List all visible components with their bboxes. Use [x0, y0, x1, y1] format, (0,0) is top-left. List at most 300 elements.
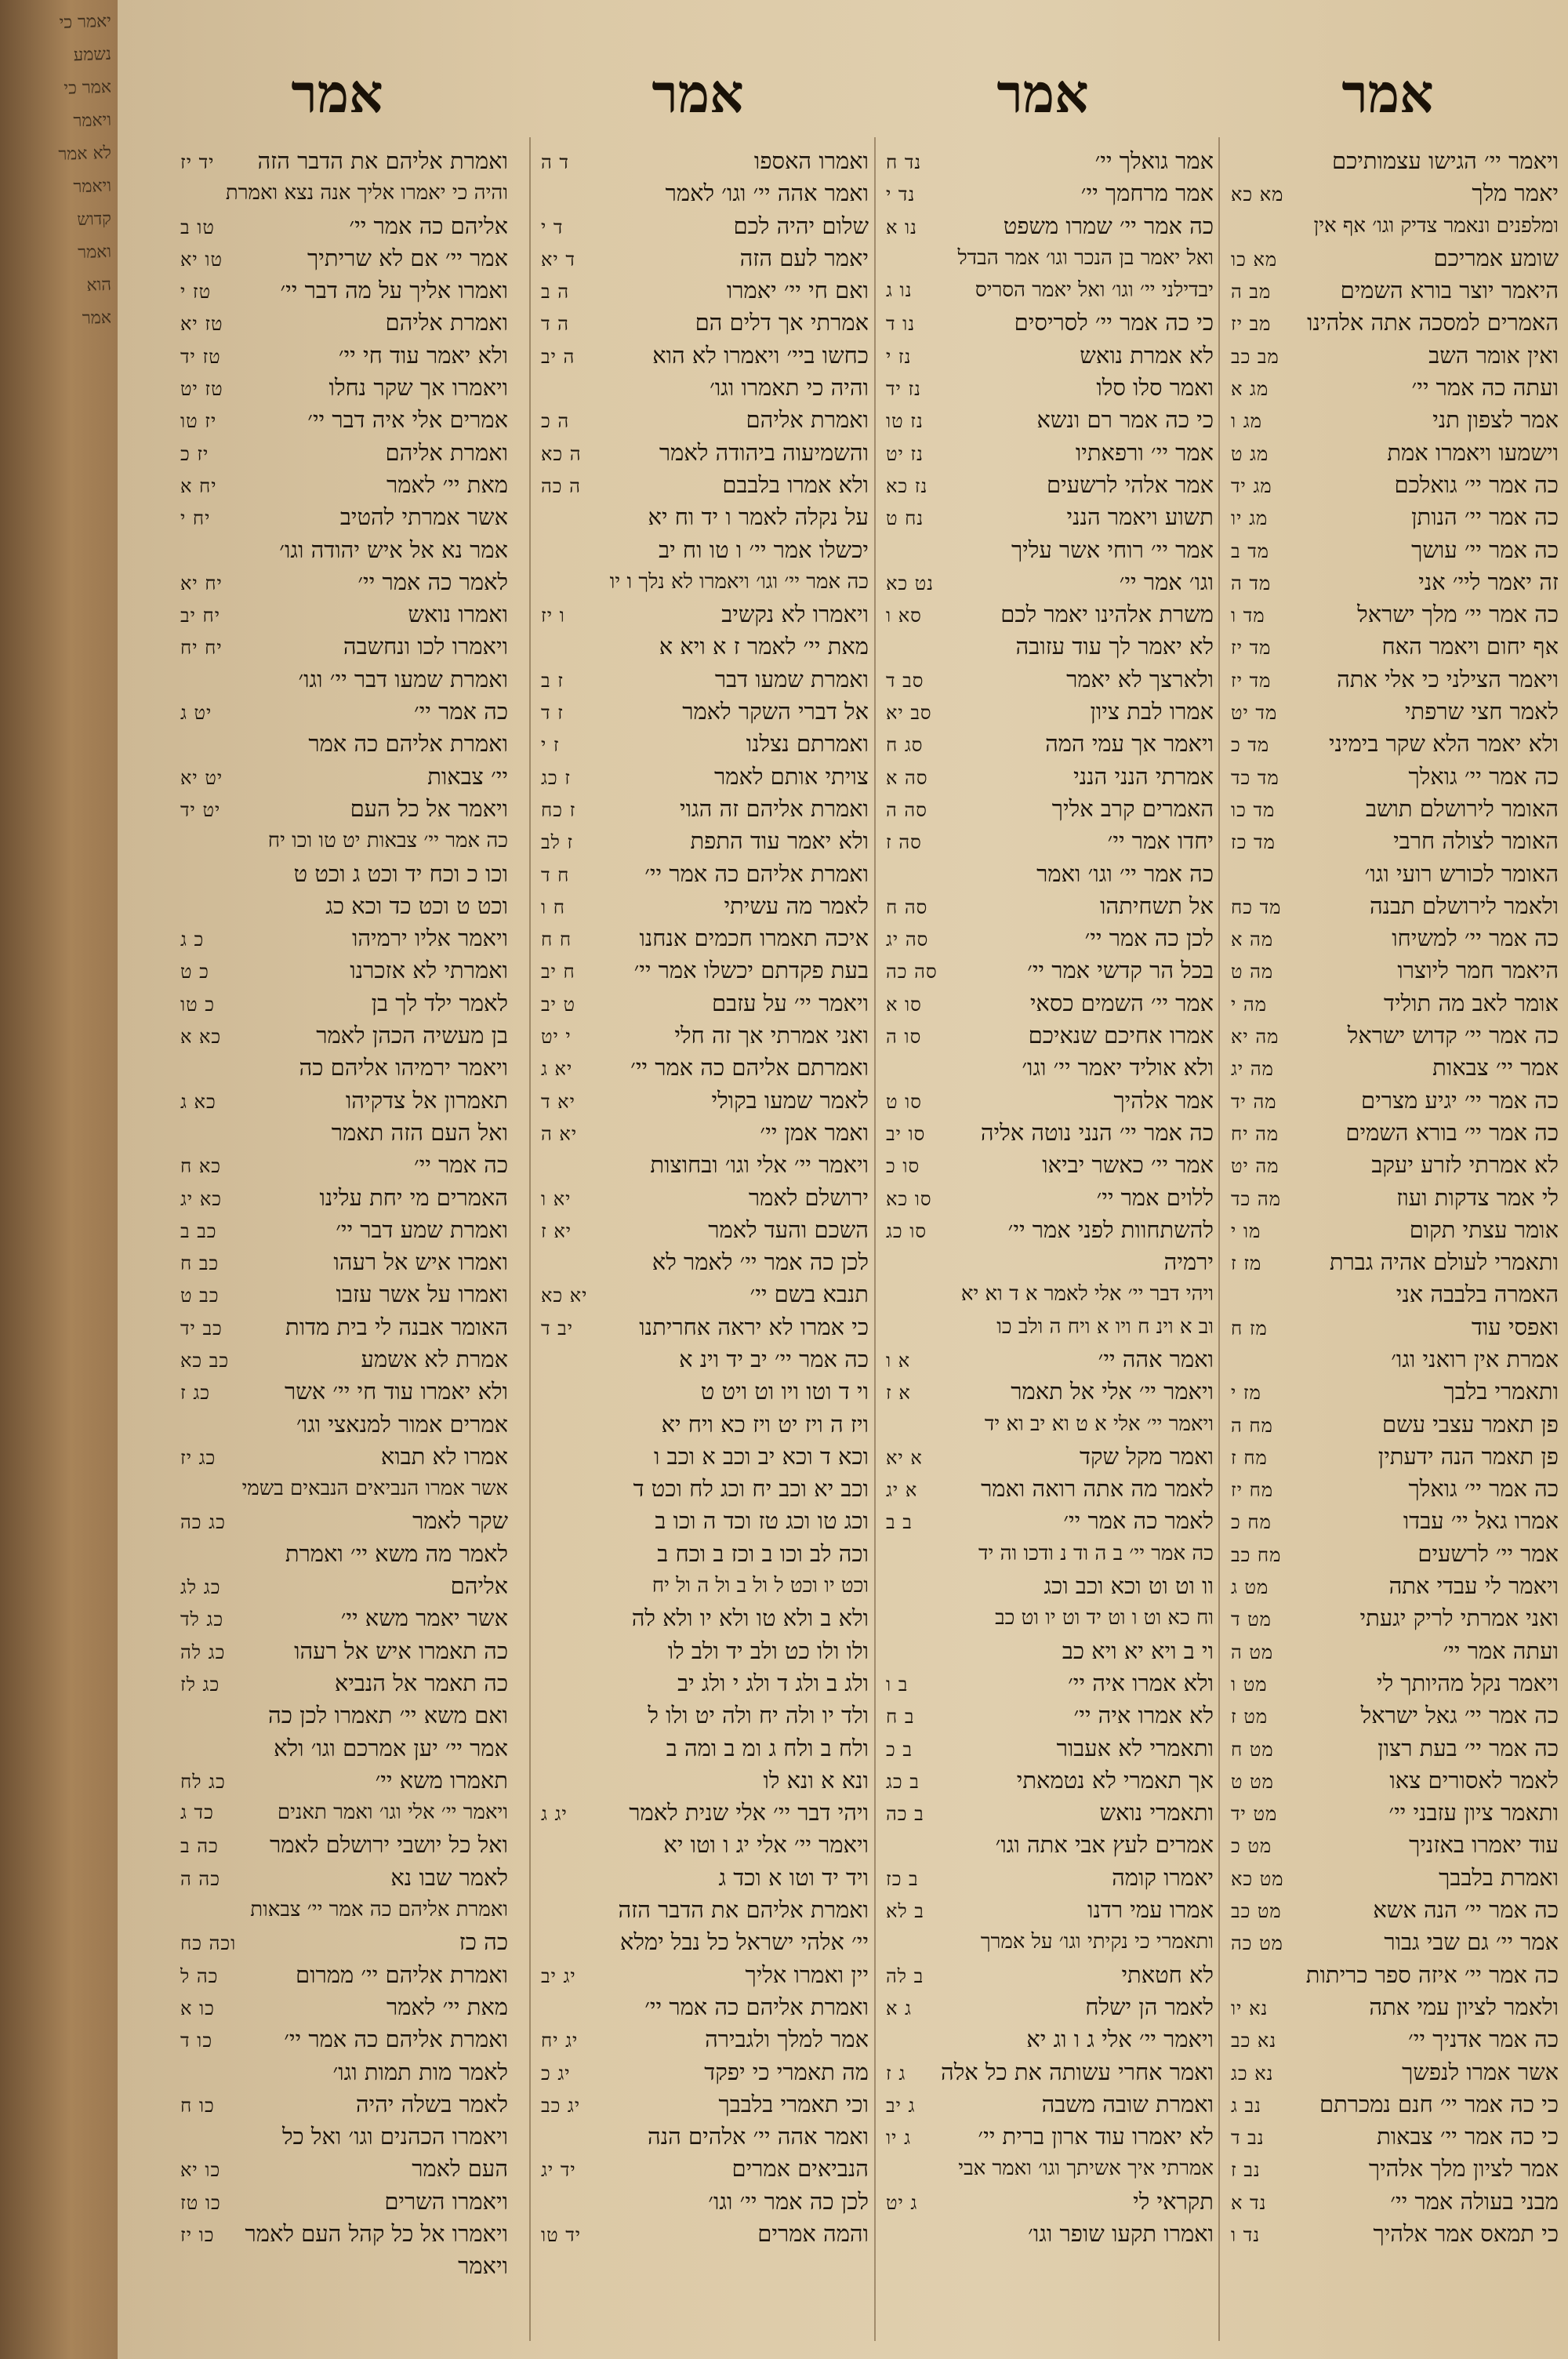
entry-text: ואני אמרתי אך זה חלי — [674, 1022, 869, 1049]
entry-reference: מה יג — [1231, 1058, 1274, 1081]
entry-reference: נד ח — [886, 151, 922, 173]
entry-text: ויאמר יי׳ על עזבם — [712, 989, 869, 1016]
concordance-entry — [180, 1182, 508, 1214]
entry-reference: מב כב — [1231, 345, 1279, 368]
entry-reference: מד יז — [1231, 637, 1272, 660]
concordance-entry — [1231, 1473, 1559, 1505]
entry-text: ומלפנים ונאמר צדיק וגו׳ אף אין — [1313, 213, 1559, 238]
margin-fragment: ויאמר — [73, 176, 112, 198]
entry-text: ולא יאמר עוד התפת — [690, 827, 869, 855]
entry-reference: מה יט — [1231, 1155, 1279, 1178]
entry-text: כה אמר יי׳ גואלך — [1408, 762, 1559, 790]
entry-text: כה אמר יי׳ איזה ספר כריתות — [1305, 1961, 1559, 1988]
concordance-entry — [886, 2153, 1214, 2185]
concordance-entry — [180, 2186, 508, 2218]
concordance-entry — [180, 922, 508, 954]
concordance-entry — [1231, 1570, 1559, 1602]
concordance-entry — [541, 793, 869, 825]
entry-reference: נו ד — [886, 313, 916, 336]
entry-text: בן מעשיה הכהן לאמר — [316, 1022, 508, 1049]
concordance-entry — [1231, 1311, 1559, 1343]
entry-text: ואמרו אליך על מה דבר יי׳ — [280, 277, 508, 304]
concordance-entry — [180, 793, 508, 825]
entry-text: לכן כה אמר יי׳ — [1084, 925, 1214, 952]
entry-text: צויתי אותם לאמר — [714, 762, 869, 790]
entry-text: לכן כה אמר יי׳ וגו׳ — [708, 2187, 869, 2215]
concordance-entry — [886, 1991, 1214, 2023]
entry-text: אומר לאב מה תוליד — [1384, 989, 1559, 1016]
entry-text: אמר נא אל איש יהודה וגו׳ — [279, 536, 508, 563]
entry-reference: סו ט — [886, 1090, 922, 1113]
entry-reference: ה יב — [541, 345, 575, 368]
concordance-entry — [180, 210, 508, 242]
concordance-entry — [180, 2056, 508, 2088]
entry-reference: נד ו — [1231, 2224, 1261, 2246]
concordance-entry — [180, 1797, 508, 1829]
concordance-entry — [886, 890, 1214, 922]
concordance-entry — [886, 1117, 1214, 1149]
concordance-entry — [541, 598, 869, 631]
concordance-entry — [1231, 1862, 1559, 1894]
entry-text: האומר לצולה חרבי — [1393, 827, 1559, 855]
entry-text: תשוע ויאמר הנני — [1066, 503, 1214, 531]
entry-text: ואמרת שובה משבה — [1041, 2090, 1214, 2117]
entry-text: האמרים מי יחת עלינו — [319, 1183, 508, 1211]
entry-text: כה אמר יי׳ קדוש ישראל — [1347, 1022, 1559, 1049]
entry-text: ויאמר יי׳ אלי יג ו וטו יא — [663, 1831, 869, 1859]
concordance-entry — [180, 307, 508, 339]
entry-reference: ג יב — [886, 2094, 916, 2117]
entry-reference: כ ט — [180, 961, 209, 983]
entry-reference: כו ד — [180, 2030, 213, 2052]
concordance-entry — [541, 210, 869, 242]
entry-text: והיה כי יאמרו אליך אנה נצא ואמרת — [225, 181, 508, 205]
entry-text: ולא ב ולא טו ולא יו ולא לה — [631, 1605, 869, 1632]
concordance-entry — [886, 1765, 1214, 1797]
concordance-entry — [180, 2088, 508, 2121]
entry-text: ויאמר הצילני כי אלי אתה — [1337, 665, 1559, 692]
entry-reference: ב לה — [886, 1965, 924, 1987]
concordance-entry — [886, 1926, 1214, 1958]
entry-reference: מג ט — [1231, 442, 1269, 465]
entry-text: וגו׳ אמר יי׳ — [1119, 568, 1214, 595]
entry-reference: נח ט — [886, 507, 924, 530]
entry-text: אמרתי הנני הנני — [1073, 762, 1214, 790]
entry-text: שקר לאמר — [412, 1507, 508, 1535]
entry-text: ואמר אחרי עשותה את כל אלה — [941, 2058, 1214, 2085]
entry-text: כה אמר יי׳ — [413, 698, 508, 725]
concordance-entry — [1231, 1149, 1559, 1181]
concordance-entry — [886, 1797, 1214, 1829]
entry-reference: יד טו — [541, 2224, 582, 2246]
concordance-entry — [541, 2153, 869, 2185]
entry-text: כחשו ביי׳ ויאמרו לא הוא — [652, 341, 869, 369]
concordance-entry — [180, 437, 508, 469]
concordance-entry — [541, 566, 869, 598]
concordance-entry — [886, 1667, 1214, 1699]
entry-reference: סו כג — [886, 1219, 927, 1242]
entry-text: כי אמרו לא יראה אחריתנו — [639, 1313, 869, 1340]
entry-reference: ה כ — [541, 410, 570, 433]
concordance-entry — [541, 825, 869, 857]
entry-reference: מט ה — [1231, 1641, 1274, 1663]
entry-reference: טז י — [180, 281, 212, 304]
entry-text: ותאמרי כי נקיתי וגו׳ על אמרך — [980, 1930, 1214, 1954]
concordance-entry — [1231, 1020, 1559, 1052]
entry-text: ויאמרו אל כל קהל העם לאמר — [245, 2220, 508, 2247]
entry-reference: ח ד — [541, 863, 570, 886]
entry-text: תנבא בשם יי׳ — [750, 1281, 869, 1308]
entry-text: וכא ד וכא יב וכב א וכב ו — [653, 1442, 869, 1470]
entry-reference: כה ה — [180, 1867, 220, 1890]
concordance-entry — [180, 177, 508, 209]
concordance-entry — [180, 1376, 508, 1408]
concordance-entry — [180, 1311, 508, 1343]
entry-text: והיה כי תאמרו וגו׳ — [710, 374, 869, 402]
entry-reference: מט כ — [1231, 1835, 1272, 1858]
entry-text: ויהי דבר יי׳ אלי לאמר א ד וא יא — [960, 1282, 1214, 1307]
column-header-4: אמר — [291, 63, 383, 125]
concordance-entry — [1231, 1991, 1559, 2023]
concordance-entry — [541, 2218, 869, 2250]
concordance-entry — [541, 1959, 869, 1991]
entry-text: אשר אמרתי להטיב — [339, 503, 508, 531]
concordance-entry — [1231, 1538, 1559, 1570]
entry-text: ואמרתם אליהם כה אמר יי׳ — [630, 1054, 869, 1081]
concordance-entry — [1231, 1182, 1559, 1214]
concordance-entry — [1231, 1667, 1559, 1699]
entry-reference: יג כ — [541, 2062, 571, 2085]
entry-text: ירושלם לאמר — [748, 1183, 869, 1211]
concordance-entry — [541, 274, 869, 307]
concordance-entry — [886, 2218, 1214, 2250]
concordance-entry — [541, 1765, 869, 1797]
entry-text: לאמר מה עשיתי — [724, 892, 869, 919]
entry-text: האומר לירושלם תושב — [1365, 794, 1559, 822]
entry-text: כה אמר יי׳ — [413, 1151, 508, 1179]
concordance-entry — [1231, 501, 1559, 533]
entry-text: אמרת אין רואני וגו׳ — [1391, 1345, 1559, 1372]
concordance-entry — [886, 987, 1214, 1020]
concordance-entry — [886, 145, 1214, 177]
entry-text: האומר לכורש רועי וגו׳ — [1364, 860, 1559, 887]
entry-reference: נז טו — [886, 410, 924, 433]
entry-reference: יז כ — [180, 442, 209, 465]
entry-reference: יח יח — [180, 637, 223, 660]
concordance-entry — [180, 1959, 508, 1991]
entry-text: ואמרו נואש — [408, 601, 508, 628]
entry-text: ויאמר נקל מהיותך לי — [1376, 1669, 1559, 1696]
entry-text: ואל יאמר בן הנכר וגו׳ אמר הבדל — [957, 245, 1214, 270]
concordance-entry — [180, 2250, 508, 2282]
entry-text: לא יאמרו עוד ארון ברית יי׳ — [978, 2123, 1214, 2150]
entry-text: וכג טו וכג טז וכד ה וכו ב — [655, 1507, 869, 1535]
entry-text: אמרו לבת ציון — [1090, 698, 1214, 725]
entry-text: יאמרו קומה — [1112, 1863, 1214, 1891]
entry-text: בעת פקדתם יכשלו אמר יי׳ — [633, 957, 869, 984]
entry-reference: ב כ — [886, 1738, 913, 1761]
entry-text: אמרתי אך דלים הם — [695, 309, 869, 336]
entry-reference: כא ח — [180, 1155, 221, 1178]
entry-reference: כו ח — [180, 2094, 215, 2117]
entry-reference: מה יא — [1231, 1026, 1279, 1049]
entry-reference: נב ד — [1231, 2127, 1265, 2150]
concordance-entry — [886, 1343, 1214, 1376]
entry-text: אמרים אמור למנאצי וגו׳ — [296, 1410, 508, 1438]
concordance-entry — [180, 242, 508, 274]
concordance-entry — [1231, 1376, 1559, 1408]
entry-reference: יח יא — [180, 572, 223, 594]
entry-text: היאמר יוצר בורא השמים — [1340, 277, 1559, 304]
entry-text: ואין אומר השב — [1428, 341, 1559, 369]
concordance-entry — [1231, 1602, 1559, 1634]
concordance-entry — [886, 1505, 1214, 1537]
entry-reference: כג לז — [180, 1673, 220, 1696]
concordance-entry — [541, 761, 869, 793]
entry-text: אמרו לא תבוא — [380, 1442, 508, 1470]
entry-text: אמרו גאל יי׳ עבדו — [1403, 1507, 1559, 1535]
concordance-entry — [1231, 1926, 1559, 1958]
concordance-entry — [541, 2056, 869, 2088]
entry-reference: יט ג — [180, 702, 212, 725]
concordance-entry — [180, 372, 508, 404]
entry-reference: נב ז — [1231, 2159, 1261, 2182]
concordance-entry — [180, 1765, 508, 1797]
concordance-entry — [1231, 1732, 1559, 1765]
concordance-entry — [886, 1441, 1214, 1473]
entry-text: ואמר אהה יי׳ אלהים הנה — [648, 2123, 869, 2150]
entry-text: אמרים לעץ אבי אתה וגו׳ — [995, 1831, 1214, 1859]
entry-text: לאמר הן ישלח — [1085, 1993, 1214, 2020]
entry-reference: מט כב — [1231, 1900, 1282, 1923]
concordance-entry — [541, 1602, 869, 1634]
entry-text: כה אמר יי׳ בעת רצון — [1377, 1734, 1559, 1761]
entry-text: מאת יי׳ לאמר — [386, 1993, 508, 2020]
entry-reference: סה יג — [886, 929, 929, 951]
concordance-entry — [1231, 1441, 1559, 1473]
entry-text: כה אמר יי׳ צבאות יט טו וכו יח — [267, 829, 508, 853]
concordance-entry — [1231, 922, 1559, 954]
entry-reference: מא כו — [1231, 248, 1278, 271]
entry-reference: מה ט — [1231, 961, 1274, 983]
entry-text: זה יאמר ליי׳ אני — [1418, 568, 1559, 595]
entry-text: לא אמרו איה יי׳ — [1073, 1702, 1214, 1729]
concordance-entry — [180, 631, 508, 663]
entry-reference: מג יד — [1231, 474, 1272, 497]
entry-text: העם לאמר — [412, 2155, 508, 2183]
entry-reference: מה י — [1231, 993, 1267, 1016]
entry-reference: ב ב — [886, 1511, 913, 1534]
concordance-entry — [541, 1052, 869, 1084]
entry-text: ויז ה ויז יט ויז כא ויח יא — [661, 1410, 869, 1438]
entry-text: כה אמר יי׳ הנני נוטה אליה — [980, 1118, 1214, 1146]
entry-reference: ב לא — [886, 1900, 924, 1923]
concordance-entry — [1231, 793, 1559, 825]
entry-text: אמרת לא אשמע — [361, 1345, 508, 1372]
concordance-entry — [180, 858, 508, 890]
entry-reference: מד ב — [1231, 540, 1269, 562]
entry-reference: כ טו — [180, 993, 215, 1016]
concordance-entry — [180, 728, 508, 760]
column-header-1: אמר — [1341, 63, 1434, 125]
concordance-entry — [1231, 1117, 1559, 1149]
entry-reference: סה ז — [886, 831, 922, 854]
concordance-entry — [886, 1278, 1214, 1310]
concordance-entry — [541, 1570, 869, 1602]
concordance-entry — [180, 1829, 508, 1861]
concordance-entry — [541, 145, 869, 177]
entry-reference: מג יו — [1231, 507, 1269, 530]
entry-text: וי ב ויא יא ויא כב — [1062, 1637, 1214, 1664]
concordance-entry — [886, 1570, 1214, 1602]
entry-reference: כו טז — [180, 2191, 221, 2214]
entry-text: וכי תאמרי בלבבך — [718, 2090, 869, 2117]
entry-text: ולו ולו כט ולב יד ולב לו — [667, 1637, 869, 1664]
entry-text: ויאמר אליו ירמיהו — [351, 925, 508, 952]
entry-text: ואמרו איש אל רעהו — [333, 1249, 508, 1276]
concordance-entry — [886, 1732, 1214, 1765]
entry-text: ואמרו האספו — [753, 147, 869, 174]
entry-reference: מד כח — [1231, 896, 1282, 918]
entry-reference: סו כ — [886, 1155, 920, 1178]
entry-reference: מט ג — [1231, 1576, 1269, 1599]
concordance-entry — [1231, 1894, 1559, 1926]
margin-fragment: קדוש — [77, 209, 112, 231]
entry-text: אך תאמרי לא נטמאתי — [1016, 1766, 1214, 1794]
concordance-entry — [886, 1894, 1214, 1926]
entry-reference: מט יד — [1231, 1803, 1278, 1826]
entry-text: אשר יאמר משא יי׳ — [340, 1605, 508, 1632]
entry-reference: סה ח — [886, 896, 928, 918]
concordance-entry — [541, 1376, 869, 1408]
concordance-entry — [180, 890, 508, 922]
concordance-entry — [541, 1182, 869, 1214]
entry-text: ויאמרו לא נקשיב — [721, 601, 869, 628]
concordance-entry — [180, 2218, 508, 2250]
entry-reference: יג יב — [541, 1965, 576, 1987]
entry-text: מאת יי׳ לאמר ז א ויא א — [659, 633, 869, 660]
concordance-entry — [1231, 1829, 1559, 1861]
entry-text: אמר לצפון תני — [1432, 406, 1559, 434]
entry-text: לאמר שבו נא — [390, 1863, 508, 1891]
entry-reference: א ו — [886, 1349, 911, 1372]
concordance-entry — [180, 534, 508, 566]
entry-text: כה אמר יי׳ שמרו משפט — [1003, 212, 1214, 239]
concordance-entry — [1231, 2023, 1559, 2055]
entry-text: אמרתי איך אשיתך וגו׳ ואמר אבי — [958, 2157, 1214, 2181]
entry-text: כה אמר יי׳ הנותן — [1411, 503, 1559, 531]
entry-text: ויאמר — [458, 2252, 508, 2280]
concordance-entry — [541, 242, 869, 274]
entry-text: יאמר מלך — [1472, 180, 1559, 207]
concordance-entry — [886, 1408, 1214, 1441]
entry-text: וכט יו וכט ל ול ב ול ה ול יח — [652, 1574, 869, 1598]
concordance-entry — [886, 210, 1214, 242]
entry-text: כי כה אמר רם ונשא — [1036, 406, 1214, 434]
previous-page-edge — [0, 0, 118, 2359]
entry-text: והשמיעוה ביהודה לאמר — [659, 438, 869, 466]
entry-text: ויאמר יי׳ אלי ג ו וג יא — [1026, 2026, 1214, 2053]
entry-text: לאמר מות תמות וגו׳ — [332, 2058, 508, 2085]
entry-reference: מד ו — [1231, 605, 1265, 627]
entry-text: ולד יו ולה יח ולה יט ולו ל — [648, 1702, 869, 1729]
entry-reference: ג יט — [886, 2191, 918, 2214]
concordance-entry — [886, 1699, 1214, 1732]
entry-text: לי אמר צדקות ועוז — [1396, 1183, 1559, 1211]
entry-reference: יח א — [180, 474, 217, 497]
concordance-entry — [886, 696, 1214, 728]
entry-reference: מד כו — [1231, 798, 1276, 821]
entry-reference: מט ו — [1231, 1673, 1268, 1696]
entry-text: ואמרו תקעו שופר וגו׳ — [1028, 2220, 1214, 2247]
concordance-entry — [1231, 1278, 1559, 1310]
concordance-entry — [1231, 177, 1559, 209]
concordance-entry — [541, 1894, 869, 1926]
entry-text: כה אמר יי׳ וגו׳ ואמר — [1036, 860, 1214, 887]
entry-text: מה תאמרי כי יפקד — [704, 2058, 869, 2085]
entry-text: משרת אלהינו יאמר לכם — [1000, 601, 1214, 628]
entry-text: לאמר ילד לך בן — [371, 989, 508, 1016]
concordance-entry — [541, 1991, 869, 2023]
entry-text: ואמרת אליהם כה אמר יי׳ צבאות — [250, 1898, 508, 1922]
concordance-entry — [1231, 728, 1559, 760]
entry-text: עוד יאמרו באזניך — [1409, 1831, 1559, 1859]
entry-text: כי כה אמר יי׳ צבאות — [1377, 2123, 1559, 2150]
entry-text: ויאמר יי׳ אלי אל תאמר — [1011, 1378, 1214, 1405]
concordance-entry — [1231, 2056, 1559, 2088]
concordance-entry — [541, 1020, 869, 1052]
concordance-entry — [180, 2023, 508, 2055]
entry-text: ויאמרו השרים — [384, 2187, 508, 2215]
entry-text: ואם משא יי׳ תאמרו לכן כה — [268, 1702, 508, 1729]
entry-reference: מב ה — [1231, 281, 1272, 304]
entry-reference: מט ט — [1231, 1770, 1274, 1793]
entry-text: ואמרת אליהם — [746, 406, 869, 434]
entry-text: אף יחום ויאמר האח — [1381, 633, 1559, 660]
entry-text: כה אמר אדניך יי׳ — [1408, 2026, 1559, 2053]
entry-text: ולא יאמר הלא שקר בימיני — [1328, 730, 1559, 758]
entry-text: שומע אמריכם — [1433, 244, 1559, 271]
concordance-entry — [541, 696, 869, 728]
concordance-entry — [1231, 825, 1559, 857]
entry-text: האמרים קרב אליך — [1051, 794, 1214, 822]
concordance-entry — [1231, 534, 1559, 566]
concordance-entry — [1231, 2088, 1559, 2121]
entry-reference: טז יא — [180, 313, 223, 336]
concordance-entry — [1231, 1635, 1559, 1667]
entry-text: לאמר לאסורים צאו — [1389, 1766, 1559, 1794]
entry-reference: א ז — [886, 1382, 911, 1405]
entry-text: וכב יא וכב יח וכג לח וכט ד — [633, 1475, 869, 1503]
entry-text: אמר יי׳ גם שבי גבור — [1384, 1928, 1559, 1956]
entry-reference: מה יד — [1231, 1090, 1277, 1113]
concordance-entry — [1231, 2186, 1559, 2218]
concordance-entry — [886, 1538, 1214, 1570]
entry-reference: נא כב — [1231, 2030, 1277, 2052]
entry-reference: כב ב — [180, 1219, 217, 1242]
entry-reference: ז י — [541, 734, 560, 757]
concordance-entry — [886, 340, 1214, 372]
entry-text: לאמר חצי שרפתי — [1404, 698, 1559, 725]
entry-text: ויאמר ירמיהו אליהם כה — [299, 1054, 508, 1081]
concordance-entry — [541, 1117, 869, 1149]
entry-text: לא אמרתי לזרע יעקב — [1371, 1151, 1559, 1179]
concordance-entry — [541, 534, 869, 566]
entry-reference: כג כה — [180, 1511, 226, 1534]
entry-reference: ח יב — [541, 961, 575, 983]
entry-reference: ב כז — [886, 1867, 919, 1890]
entry-reference: יג ג — [541, 1803, 568, 1826]
